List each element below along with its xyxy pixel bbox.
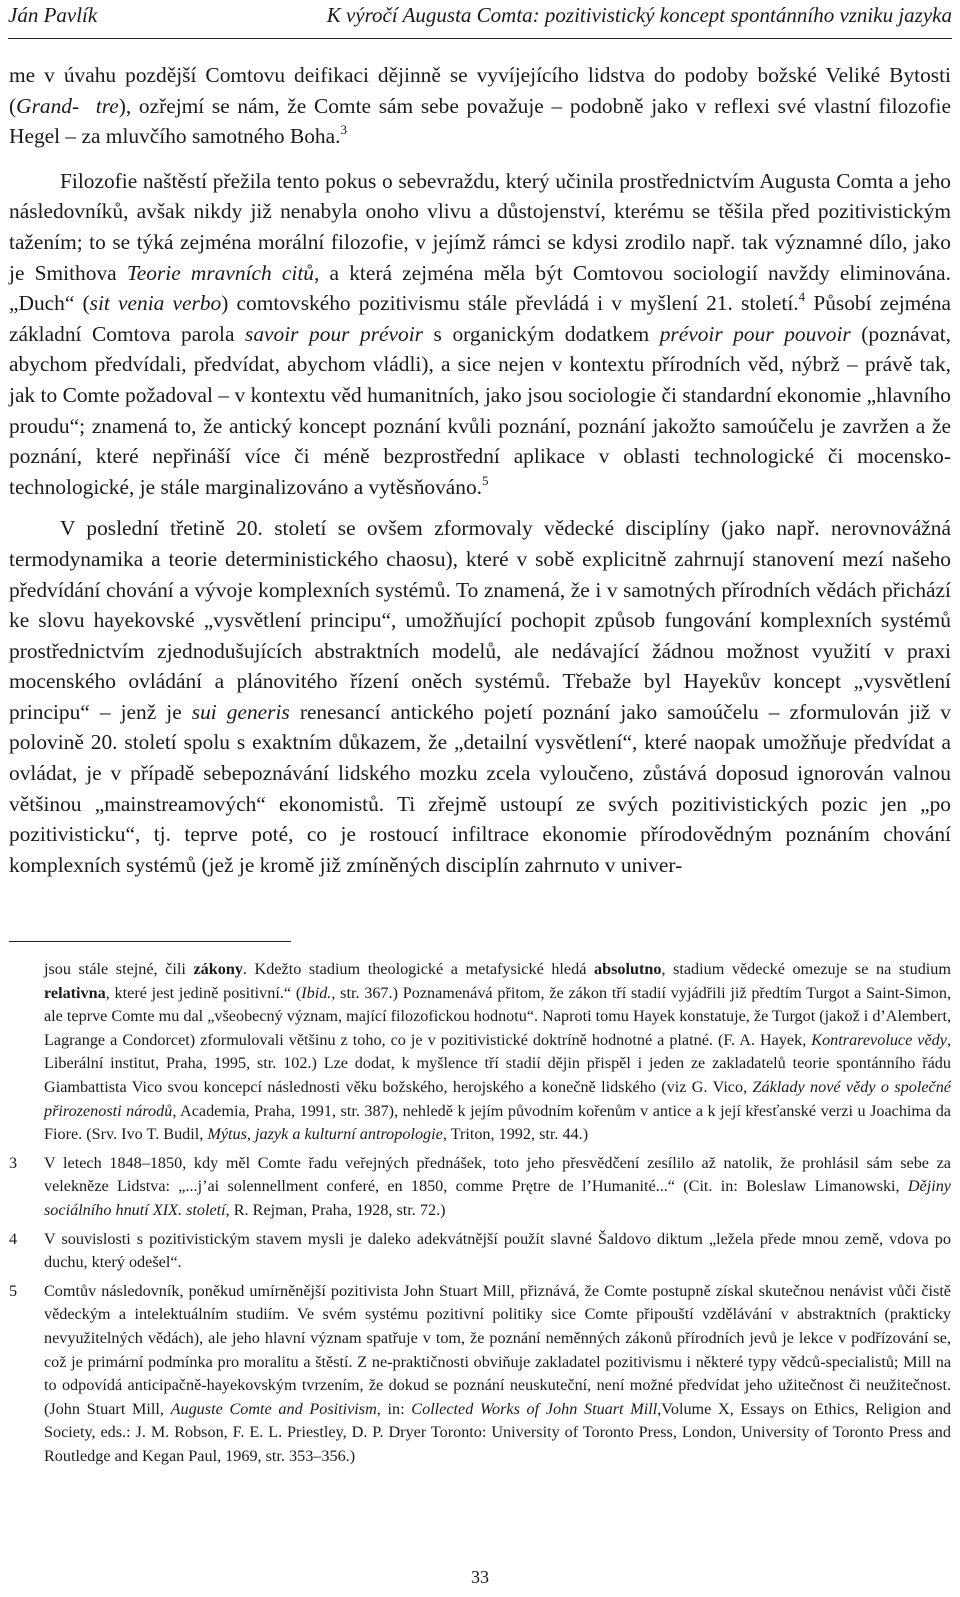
footnotes <box>9 958 951 1468</box>
footnote-ref-5[interactable]: 5 <box>482 472 489 488</box>
running-header <box>8 0 952 39</box>
footnote-number: 5 <box>9 1281 18 1300</box>
page-number: 33 <box>471 1567 489 1587</box>
footnote-5: 5 Comtův následovník, poněkud umírněnější pozitivista John Stuart Mill, přiznává, že Comte postupně získal skutečnou nenávist vůči čistě vědeckým a intelektuálním studiím. Ve svém systému pozitivní politiky sice Comte připouští vzdělávání v abstraktních (prakticky nevyužitelných vědách), ale jeho hlavní význam spatřuje v tom, že poznání neměnných zákonů přírodních jevů je lekce v podřízování se, což je primární podmínka pro moralitu a štěstí. Z ne-praktičnosti obviňuje zakladatel pozitivismu i některé typy vědců-specialistů; Mill na to odpovídá anticipačně-hayekovským tvrzením, že dokud se poznání neuskuteční, není možné předvídat jeho užitečnost či neužitečnost. (John Stuart Mill, Auguste Comte and Positivism, in: Collected Works of John Stuart Mill,Volume X, Essays on Ethics, Religion and Society, eds.: J. M. Robson, F. E. L. Priestley, D. P. Dryer Toronto: University of Toronto Press, London, University of Toronto Press and Routledge and Kegan Paul, 1969, str. 353–356.) <box>9 1281 952 1465</box>
footnote-4: 4 V souvislosti s pozitivistickým stavem mysli je daleko adekvátnější použít slavné Šaldovo diktum „ležela přede mnou země, vdova po duchu, který odešel“. <box>9 1229 951 1272</box>
paragraph-3: V poslední třetině 20. století se ovšem zformovaly vědecké disciplíny (jako např. nerovnovážná termodynamika a teorie deterministického chaosu), které v sobě explicitně zahrnují stanovení mezí našeho předvídání chování a vývoje komplexních systémů. To znamená, že i v samotných přírodních vědách přichází ke slovu hayekovské „vysvětlení principu“, umožňující pochopit způsob fungování komplexních systémů prostřednictvím zjednodušujících abstraktních modelů, ale nedávající žádnou možnost využití v praxi mocenského ovládání a plánovitého řízení oněch systémů. Třebaže byl Hayekův koncept „vysvětlení principu“ – jenž je sui generis renesancí antického pojetí poznání jako samoúčelu – zformulován již v polovině 20. století spolu s exaktním důkazem, že „detailní vysvětlení“, které naopak umožňuje předvídat a ovládat, je v případě sebepoznávání lidského mozku zcela vyloučeno, zůstává doposud ignorován valnou většinou „mainstreamových“ ekonomistů. Ti zřejmě ustoupí ze svých pozitivistických pozic jen „po pozitivisticku“, tj. teprve poté, co je rostoucí infiltrace ekonomie přírodovědným poznáním chování komplexních systémů (jež je kromě již zmíněných disciplín zahrnuto v univer- <box>9 516 952 877</box>
footnote-continued: jsou stále stejné, čili zákony. Kdežto stadium theologické a metafysické hledá absolutno, stadium vědecké omezuje se na studium relativna, které jest jedině positivní.“ (Ibid., str. 367.) Poznamenává přitom, že zákon tří stadií vyjádřili již předtím Turgot a Saint-Simon, ale teprve Comte mu dal „všeobecný význam, mající filozofickou hodnotu“. Naproti tomu Hayek konstatuje, že Turgot (jakož i d’Alembert, Lagrange a Condorcet) zformulovali většinu z toho, co je v pozitivistické doktríně hodnotné a platné. (F. A. Hayek, Kontrarevoluce vědy, Liberální institut, Praha, 1995, str. 102.) Lze dodat, k myšlence tří stadií dějin přispěl i jeden ze zakladatelů teorie spontánního řádu Giambattista Vico svou koncepcí následnosti věku božského, herojského a konečně lidského (viz G. Vico, Základy nové vědy o společné přirozenosti národů, Academia, Praha, 1991, str. 387), nehledě k jejím původním kořenům v antice a k její křesťanské verzi u Joachima da Fiore. (Srv. Ivo T. Budil, Mýtus, jazyk a kulturní antropologie, Triton, 1992, str. 44.) <box>44 960 952 1144</box>
footnote-number: 4 <box>9 1229 18 1248</box>
footnote-3: 3 V letech 1848–1850, kdy měl Comte řadu veřejných přednášek, toto jeho přesvědčení zesílilo až natolik, že prohlásil sám sebe za velekněze Lidstva: „...j’ai solennellment conferé, en 1850, comme Prętre de l’Humanité...“ (Cit. in: Boleslaw Limanowski, Dějiny sociálního hnutí XIX. století, R. Rejman, Praha, 1928, str. 72.) <box>9 1153 951 1219</box>
header-article-title: K výročí Augusta Comta: pozitivistický koncept spontánního vzniku jazyka <box>326 3 952 27</box>
header-author: Ján Pavlík <box>8 3 98 27</box>
footnote-separator <box>9 941 291 942</box>
main-text <box>9 60 951 880</box>
footnote-ref-3[interactable]: 3 <box>340 122 347 138</box>
paragraph-2: Filozofie naštěstí přežila tento pokus o sebevraždu, který učinila prostřednictvím Augusta Comta a jeho následovníků, avšak nikdy již nenabyla onoho vlivu a důstojenství, kterému se těšila před pozitivistickým tažením; to se týká zejména morální filozofie, v jejímž rámci se kdysi zrodilo např. tak významné dílo, jako je Smithova Teorie mravních citů, a která zejména měla být Comtovou sociologií navždy eliminována. „Duch“ (sit venia verbo) comtovského pozitivismu stále převládá i v myšlení 21. století.$^4$ Působí zejména základní Comtova parola savoir pour prévoir s organickým dodatkem prévoir pour pouvoir (poznávat, abychom předvídali, předvídat, abychom vládli), a sice nejen v kontextu přírodních věd, nýbrž – právě tak, jak to Comte požadoval – v kontextu věd humanitních, jako jsou sociologie či standardní ekonomie „hlavního proudu“; znamená to, že antický koncept poznání kvůli poznání, poznání jakožto samoúčelu je zavržen a že poznání, které nepřináší více či méně bezprostřední aplikace v oblasti technologické či mocensko-technologické, je stále marginalizováno a vytěsňováno.$^5$ <box>9 168 952 499</box>
footnote-number: 3 <box>9 1153 18 1172</box>
footnote-ref-4[interactable]: 4 <box>798 289 806 305</box>
paragraph-1: me v úvahu pozdější Comtovu deifikaci dějinně se vyvíjejícího lidstva do podoby božské Veliké Bytosti (Grand- tre), ozřejmí se nám, že Comte sám sebe považuje – podobně jako v reflexi své vlastní filozofie Hegel – za mluvčího samotného Boha.$^3$ <box>9 63 951 149</box>
